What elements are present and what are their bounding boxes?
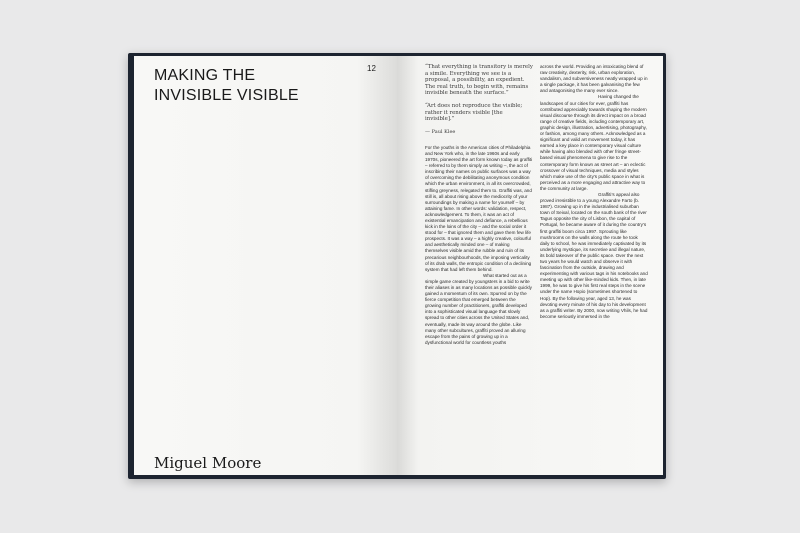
book-title [154, 66, 354, 106]
epigraph-quote-2: “Art does not reproduce the visible; rather it renders visible [the invisible].” [425, 102, 523, 123]
page-number: 12 [367, 64, 376, 73]
body-paragraph: What started out as a simple game created by youngsters in a bid to write their aliases in as many locations as possible quickly gained a momentum of its own. Spurred on by the fierce competition that emerged between the growing number of practitioners, graffiti developed into a sophisticated visual language that slowly spread to other cities across the United States and, eventually, made its way around the globe. Like many other subcultures, graffiti proved an alluring escape from the pains of growing up in a dysfunctional world for countless youths [425, 272, 532, 345]
text-column-left [425, 64, 533, 346]
body-paragraph: Having changed the landscapes of our cities for ever, graffiti has contributed appreciably towards shaping the modern visual discourse through its direct impact on a broad range of creative fields, including contemporary art, graphic design, illustration, advertising, photography, or fashion, among many others. Acknowledged as a significant and valid art movement today, it has earned a key place in contemporary visual culture while having also blended with other fringe street-based visual phenomena to give rise to the contemporary form known as street art – an eclectic crossover of visual techniques, media and styles which make use of the city’s public space in what is perceived as a more engaging and attractive way to the community at large. [540, 94, 647, 191]
title-line-2: INVISIBLE VISIBLE [154, 87, 299, 104]
quote-attribution: — Paul Klee [425, 128, 456, 135]
body-paragraph: Graffiti’s appeal also proved irresistible to a young Alexandre Farto (b. 1987). Growing up in the industrialised suburban town of Seixal, located on the south bank of the river Tagus opposite the city of Lisbon, the capital of Portugal, he became aware of it during the country’s first graffiti boom circa 1997. Sprouting like mushrooms on the walls along the route he took daily to school, he was immediately captivated by its underlying mystique, its secretive and illegal nature, its bold takeover of the public space. Over the next two years he would watch and observe it with fascination from the outside, drawing and experimenting with various tags in his notebooks and meeting up with other like-minded kids. Then, in late 1999, he was to give his first real steps in the scene under the name Hopio (sometimes shortened to Hop). By the following year, aged 13, he was devoting every minute of his day to his development as a graffiti writer. By 2000, now writing Vhils, he had become seriously immersed in the [540, 191, 648, 319]
epigraph-quote-1: “That everything is transitory is merely a simile. Everything we see is a proposal, a possibility, an expedient. The real truth, to begin with, remains invisible beneath the surface.” [425, 64, 533, 97]
author-name: Miguel Moore [154, 454, 262, 472]
text-column-right [540, 64, 648, 320]
title-line-1: MAKING THE [154, 67, 256, 84]
left-page [134, 56, 397, 475]
body-paragraph: across the world. Providing an intoxicating blend of raw creativity, dexterity, risk, urban exploration, vandalism, and subversiveness neatly wrapped up in a single package, it has been galvanising the few and antagonising the many ever since. [540, 64, 648, 94]
body-paragraph: For the youths in the American cities of Philadelphia and New York who, in the late 1960s and early 1970s, pioneered the art form known today as graffiti – referred to by them simply as writing –, the act of inscribing their names on public surfaces was a way of overcoming the debilitating anonymous condition which the urban environment, in all its overcrowded, stifling greyness, relegated them to. Graffiti was, and still is, all about rising above the mediocrity of your surroundings by making a name for yourself – by attaining fame. In other words: validation, respect, acknowledgement. To them, it was an act of existential emancipation and defiance, a rebellious kick in the loins of the city – and the social order it stood for – that ignored them and gave them few life prospects. It was a way – a highly creative, colourful and aesthetically minded one – of making themselves visible amid the rubble and ruin of its precarious neighbourhoods, the imposing verticality of its drab walls, the entropic condition of a declining system that had left them behind. [425, 144, 533, 272]
right-page [397, 56, 663, 475]
